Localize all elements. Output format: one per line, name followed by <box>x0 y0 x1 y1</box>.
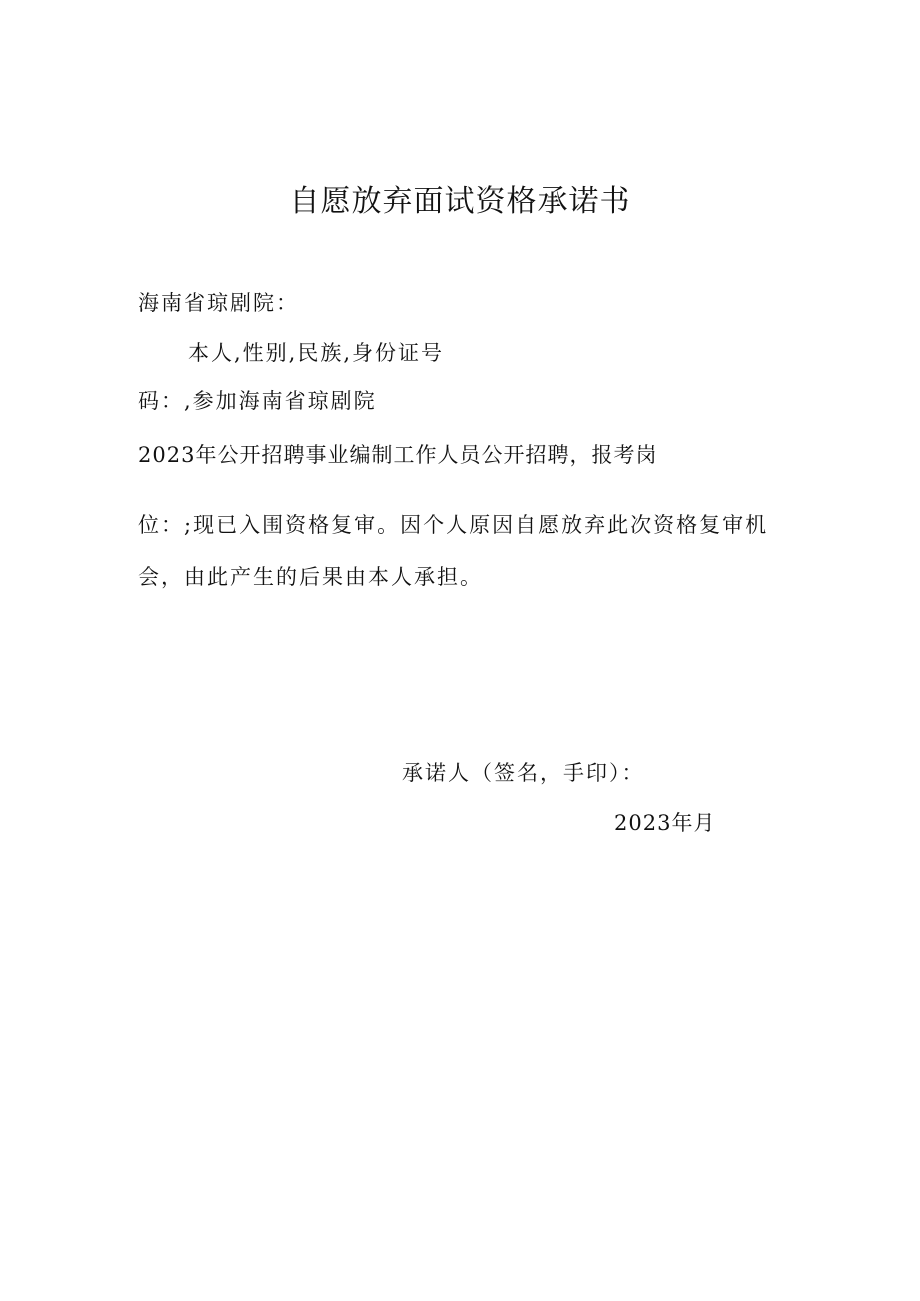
addressee: 海南省琼剧院： <box>138 291 299 315</box>
body-line-4: 位：;现已入围资格复审。因个人原因自愿放弃此次资格复审机 <box>138 513 769 537</box>
signature-label: 承诺人（签名，手印）： <box>402 761 645 785</box>
body-line-1: 本人,性别,民族,身份证号 <box>188 341 445 365</box>
body-line-3: 2023年公开招聘事业编制工作人员公开招聘，报考岗 <box>138 443 658 467</box>
body-line-2: 码：,参加海南省琼剧院 <box>138 389 377 413</box>
date-line: 2023年月 <box>614 811 716 835</box>
document-title: 自愿放弃面试资格承诺书 <box>289 184 631 219</box>
body-line-5: 会，由此产生的后果由本人承担。 <box>138 565 483 589</box>
